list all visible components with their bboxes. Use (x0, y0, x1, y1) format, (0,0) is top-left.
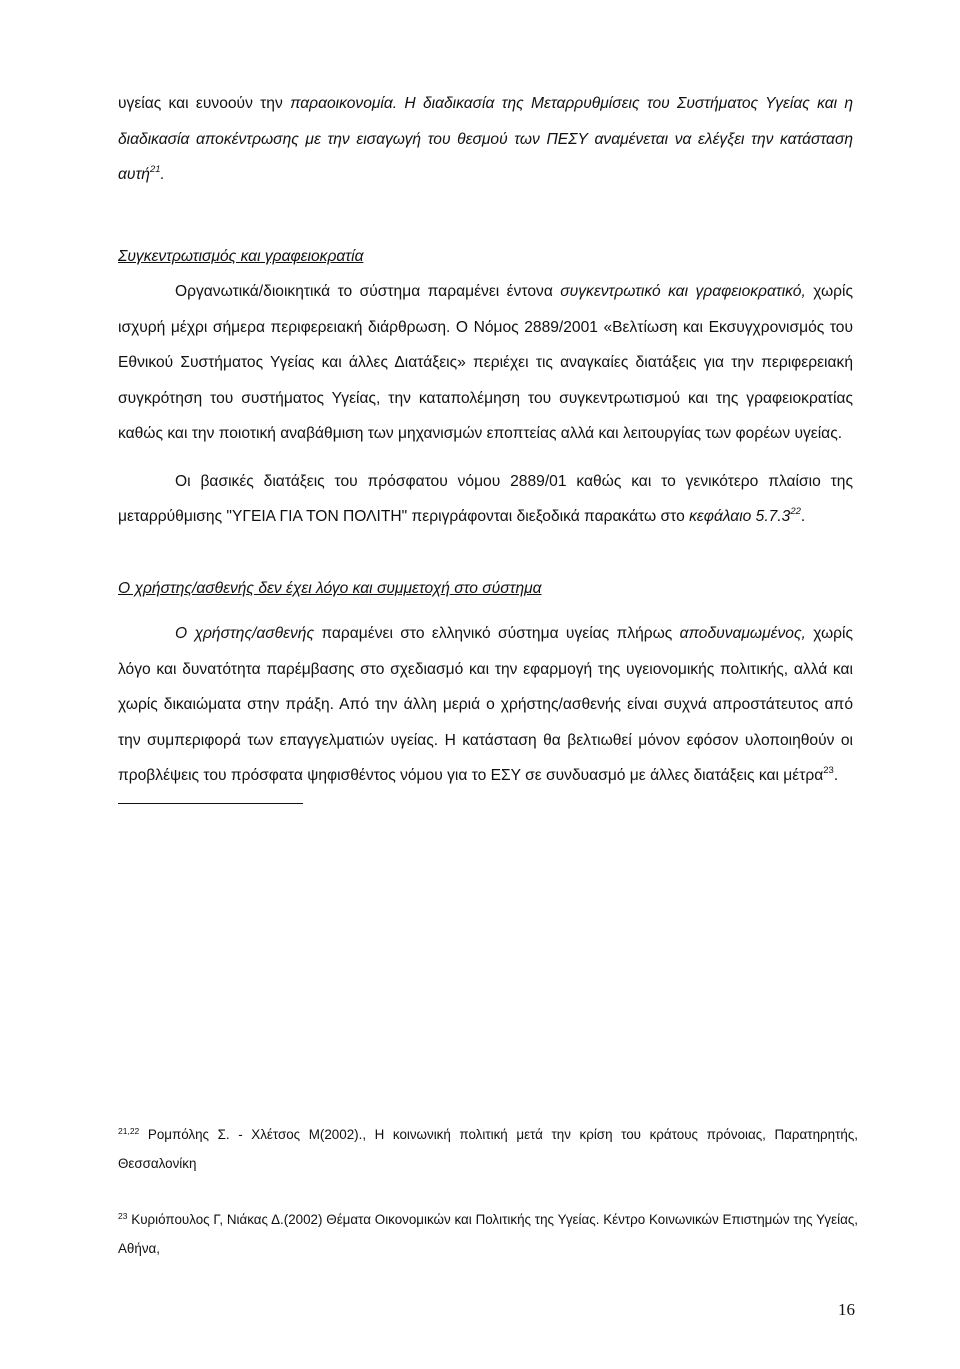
para2-text-b: συγκεντρωτικό και γραφειοκρατικό, (560, 283, 806, 300)
paragraph-4 (118, 616, 853, 794)
para4-text-d: χωρίς λόγο και δυνατότητα παρέμβασης στο σχεδιασμό και την εφαρμογή της υγειονομικής πολιτικής, αλλά και χωρίς δικαιώματα στην πράξη. Από την άλλη μεριά ο χρήστης/ασθενής είναι συχνά απροστάτευτος από την συμπεριφορά των επαγγελματιών υγείας. Η κατάσταση θα βελτιωθεί μόνον εφόσον υλοποιηθούν οι προβλέψεις του πρόσφατα ψηφισθέντος νόμου για το ΕΣΥ σε συνδυασμό με άλλες διατάξεις και μέτρα (118, 625, 854, 784)
para4-text-c: αποδυναμωμένος, (679, 625, 806, 642)
document-body (118, 0, 853, 794)
footnote-21-22 (118, 1120, 858, 1178)
para1-text-c: . (160, 166, 165, 183)
section-heading-patient: Ο χρήστης/ασθενής δεν έχει λόγο και συμμετοχή στο σύστημα (118, 579, 542, 597)
paragraph-2 (118, 274, 853, 452)
para2-text-a: Οργανωτικά/διοικητικά το σύστημα παραμένει έντονα (175, 283, 561, 300)
footnote-ref-22: 22 (790, 506, 801, 517)
para3-text-c: . (800, 508, 806, 525)
paragraph-3 (118, 464, 853, 535)
footnote-mark: 23 (118, 1211, 128, 1221)
footnote-text: Ρομπόλης Σ. - Χλέτσος Μ(2002)., Η κοινωνική πολιτική μετά την κρίση του κράτους πρόνοιας, Παρατηρητής, Θεσσαλονίκη (118, 1127, 858, 1171)
para1-text-a: υγείας και ευνοούν την (118, 95, 291, 112)
para4-text-b: παραμένει στο ελληνικό σύστημα υγείας πλήρως (314, 625, 680, 642)
para3-text-a: Οι βασικές διατάξεις του πρόσφατου νόμου 2889/01 καθώς και το γενικότερο πλαίσιο της μεταρρύθμισης "ΥΓΕΙΑ ΓΙΑ ΤΟΝ ΠΟΛΙΤΗ" περιγράφονται διεξοδικά παρακάτω στο (118, 472, 853, 525)
para4-text-a: Ο χρήστης/ασθενής (175, 625, 315, 642)
footnote-ref-23: 23 (823, 765, 834, 776)
para3-text-b: κεφάλαιο 5.7.3 (689, 508, 791, 525)
section-heading-centralization: Συγκεντρωτισμός και γραφειοκρατία (118, 247, 364, 265)
footnote-separator (118, 803, 303, 804)
footnote-mark: 21,22 (118, 1126, 140, 1136)
paragraph-1 (118, 86, 853, 193)
para2-text-c: χωρίς ισχυρή μέχρι σήμερα περιφερειακή διάρθρωση. Ο Νόμος 2889/2001 «Βελτίωση και Εκσυγχρονισμός του Εθνικού Συστήματος Υγείας και άλλες Διατάξεις» περιέχει τις αναγκαίες διατάξεις για την περιφερειακή συγκρότηση του συστήματος Υγείας, την καταπολέμηση του συγκεντρωτισμού και της γραφειοκρατίας καθώς και την ποιοτική αναβάθμιση των μηχανισμών εποπτείας αλλά και λειτουργίας των φορέων υγείας. (118, 283, 854, 442)
footnote-text: Κυριόπουλος Γ, Νιάκας Δ.(2002) Θέματα Οικονομικών και Πολιτικής της Υγείας. Κέντρο Κοινωνικών Επιστημών της Υγείας, Αθήνα, (118, 1212, 858, 1256)
para1-text-b: παραοικονομία. Η διαδικασία της Μεταρρυθμίσεις του Συστήματος Υγείας και η διαδικασία αποκέντρωσης με την εισαγωγή του θεσμού των ΠΕΣΥ αναμένεται να ελέγξει την κατάσταση αυτή (118, 95, 853, 183)
page-number: 16 (838, 1300, 855, 1319)
footnote-ref-21: 21 (149, 164, 161, 175)
footnote-23 (118, 1205, 858, 1263)
para4-text-e: . (833, 767, 839, 784)
